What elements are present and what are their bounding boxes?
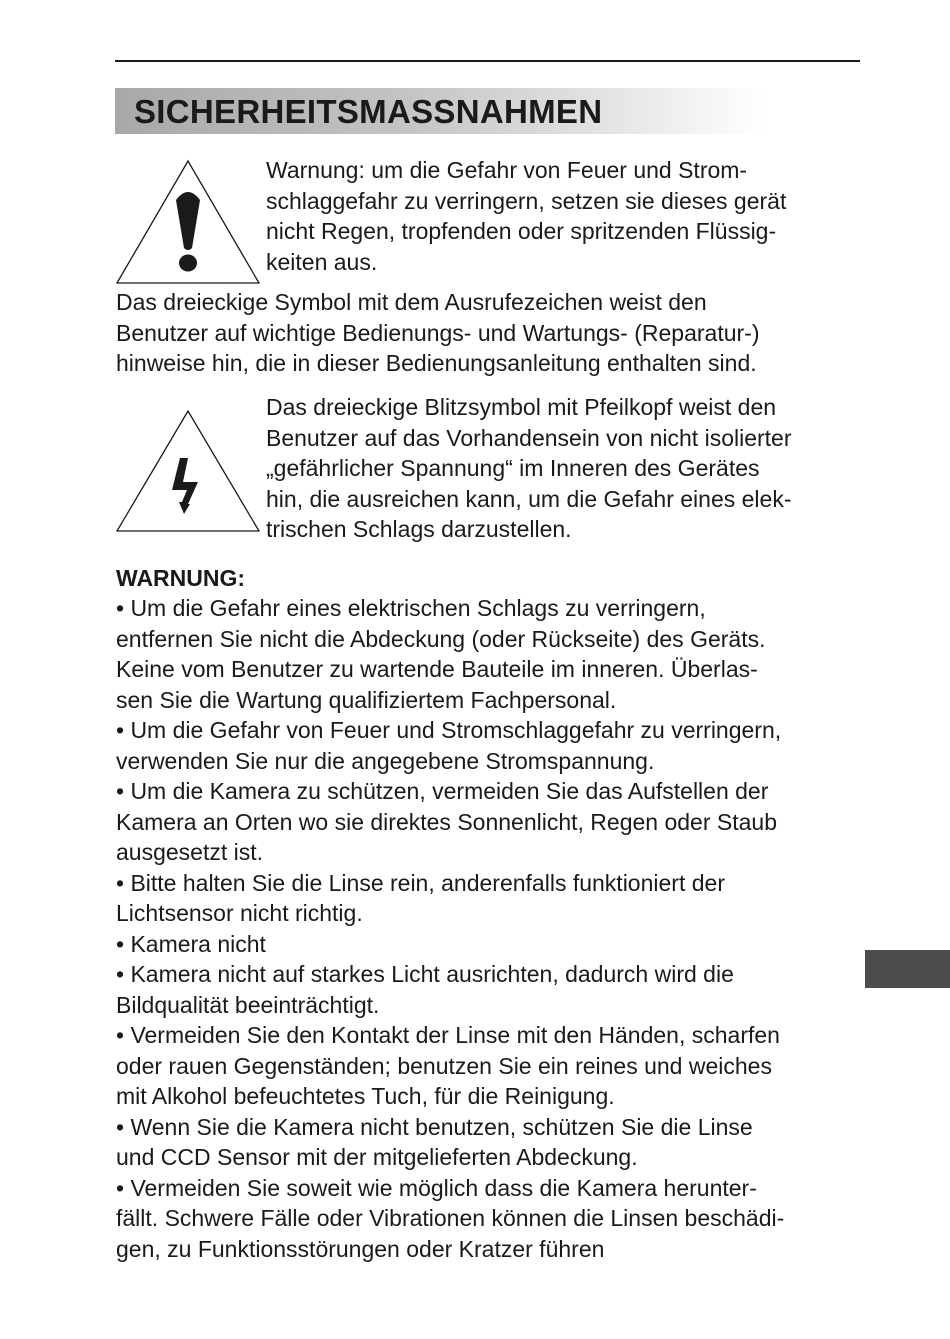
list-item-line: gen, zu Funktionsstörungen oder Kratzer führen bbox=[116, 1235, 605, 1262]
section-title: SICHERHEITSMASSNAHMEN bbox=[134, 93, 603, 130]
warning-notice-text bbox=[266, 155, 786, 277]
text-line: schlaggefahr zu verringern, setzen sie dieses gerät bbox=[266, 187, 787, 214]
list-item-line: • Wenn Sie die Kamera nicht benutzen, schützen Sie die Linse bbox=[116, 1113, 753, 1140]
text-line: trischen Schlags darzustellen. bbox=[266, 516, 572, 542]
list-item-line: ausgesetzt ist. bbox=[116, 839, 264, 865]
text-line: nicht Regen, tropfenden oder spritzenden Flüssig- bbox=[266, 218, 777, 244]
list-item-line: und CCD Sensor mit der mitgelieferten Abdeckung. bbox=[116, 1144, 638, 1170]
text-line: Benutzer auf das Vorhandensein von nicht isolierter bbox=[266, 424, 792, 451]
text-line: hin, die ausreichen kann, um die Gefahr eines elek- bbox=[266, 485, 792, 512]
warning-list bbox=[116, 593, 784, 1264]
lightning-notice-text bbox=[266, 392, 792, 545]
exclamation-triangle-icon bbox=[112, 158, 264, 286]
list-item-line: fällt. Schwere Fälle oder Vibrationen können die Linsen beschädi- bbox=[116, 1205, 785, 1231]
list-item-line: mit Alkohol befeuchtetes Tuch, für die Reinigung. bbox=[116, 1083, 615, 1109]
list-item-line: • Um die Gefahr eines elektrischen Schlags zu verringern, bbox=[116, 595, 706, 621]
lightning-triangle-icon bbox=[112, 408, 264, 534]
list-item-line: • Um die Kamera zu schützen, vermeiden Sie das Aufstellen der bbox=[116, 778, 769, 804]
chapter-side-tab bbox=[865, 950, 950, 988]
text-line: keiten aus. bbox=[266, 248, 378, 275]
list-item-line: • Vermeiden Sie soweit wie möglich dass die Kamera herunter- bbox=[116, 1174, 757, 1201]
text-line: Das dreieckige Blitzsymbol mit Pfeilkopf weist den bbox=[266, 394, 777, 420]
list-item-line: • Um die Gefahr von Feuer und Stromschlaggefahr zu verringern, bbox=[116, 717, 782, 743]
text-line: Warnung: um die Gefahr von Feuer und Strom- bbox=[266, 157, 748, 183]
list-item-line: sen Sie die Wartung qualifiziertem Fachpersonal. bbox=[116, 686, 617, 713]
warning-heading: WARNUNG: bbox=[116, 565, 246, 591]
text-line: hinweise hin, die in dieser Bedienungsanleitung enthalten sind. bbox=[116, 350, 757, 376]
exclamation-explanation-text bbox=[116, 287, 759, 379]
list-item-line: • Vermeiden Sie den Kontakt der Linse mit den Händen, scharfen bbox=[116, 1022, 780, 1048]
list-item-line: Lichtsensor nicht richtig. bbox=[116, 900, 363, 926]
list-item-line: • Kamera nicht bbox=[116, 930, 266, 957]
text-line: Das dreieckige Symbol mit dem Ausrufezeichen weist den bbox=[116, 289, 707, 315]
list-item-line: • Bitte halten Sie die Linse rein, anderenfalls funktioniert der bbox=[116, 869, 725, 896]
list-item-line: Bildqualität beeinträchtigt. bbox=[116, 991, 380, 1018]
list-item-line: Keine vom Benutzer zu wartende Bauteile im inneren. Überlas- bbox=[116, 656, 758, 682]
top-divider bbox=[115, 60, 860, 62]
list-item-line: verwenden Sie nur die angegebene Stromspannung. bbox=[116, 747, 655, 774]
list-item-line: oder rauen Gegenständen; benutzen Sie ein reines und weiches bbox=[116, 1052, 772, 1079]
list-item-line: entfernen Sie nicht die Abdeckung (oder Rückseite) des Geräts. bbox=[116, 625, 766, 652]
list-item-line: Kamera an Orten wo sie direktes Sonnenlicht, Regen oder Staub bbox=[116, 808, 777, 835]
text-line: „gefährlicher Spannung“ im Inneren des Gerätes bbox=[266, 455, 760, 481]
list-item-line: • Kamera nicht auf starkes Licht ausrichten, dadurch wird die bbox=[116, 961, 734, 987]
text-line: Benutzer auf wichtige Bedienungs- und Wartungs- (Reparatur-) bbox=[116, 319, 760, 346]
